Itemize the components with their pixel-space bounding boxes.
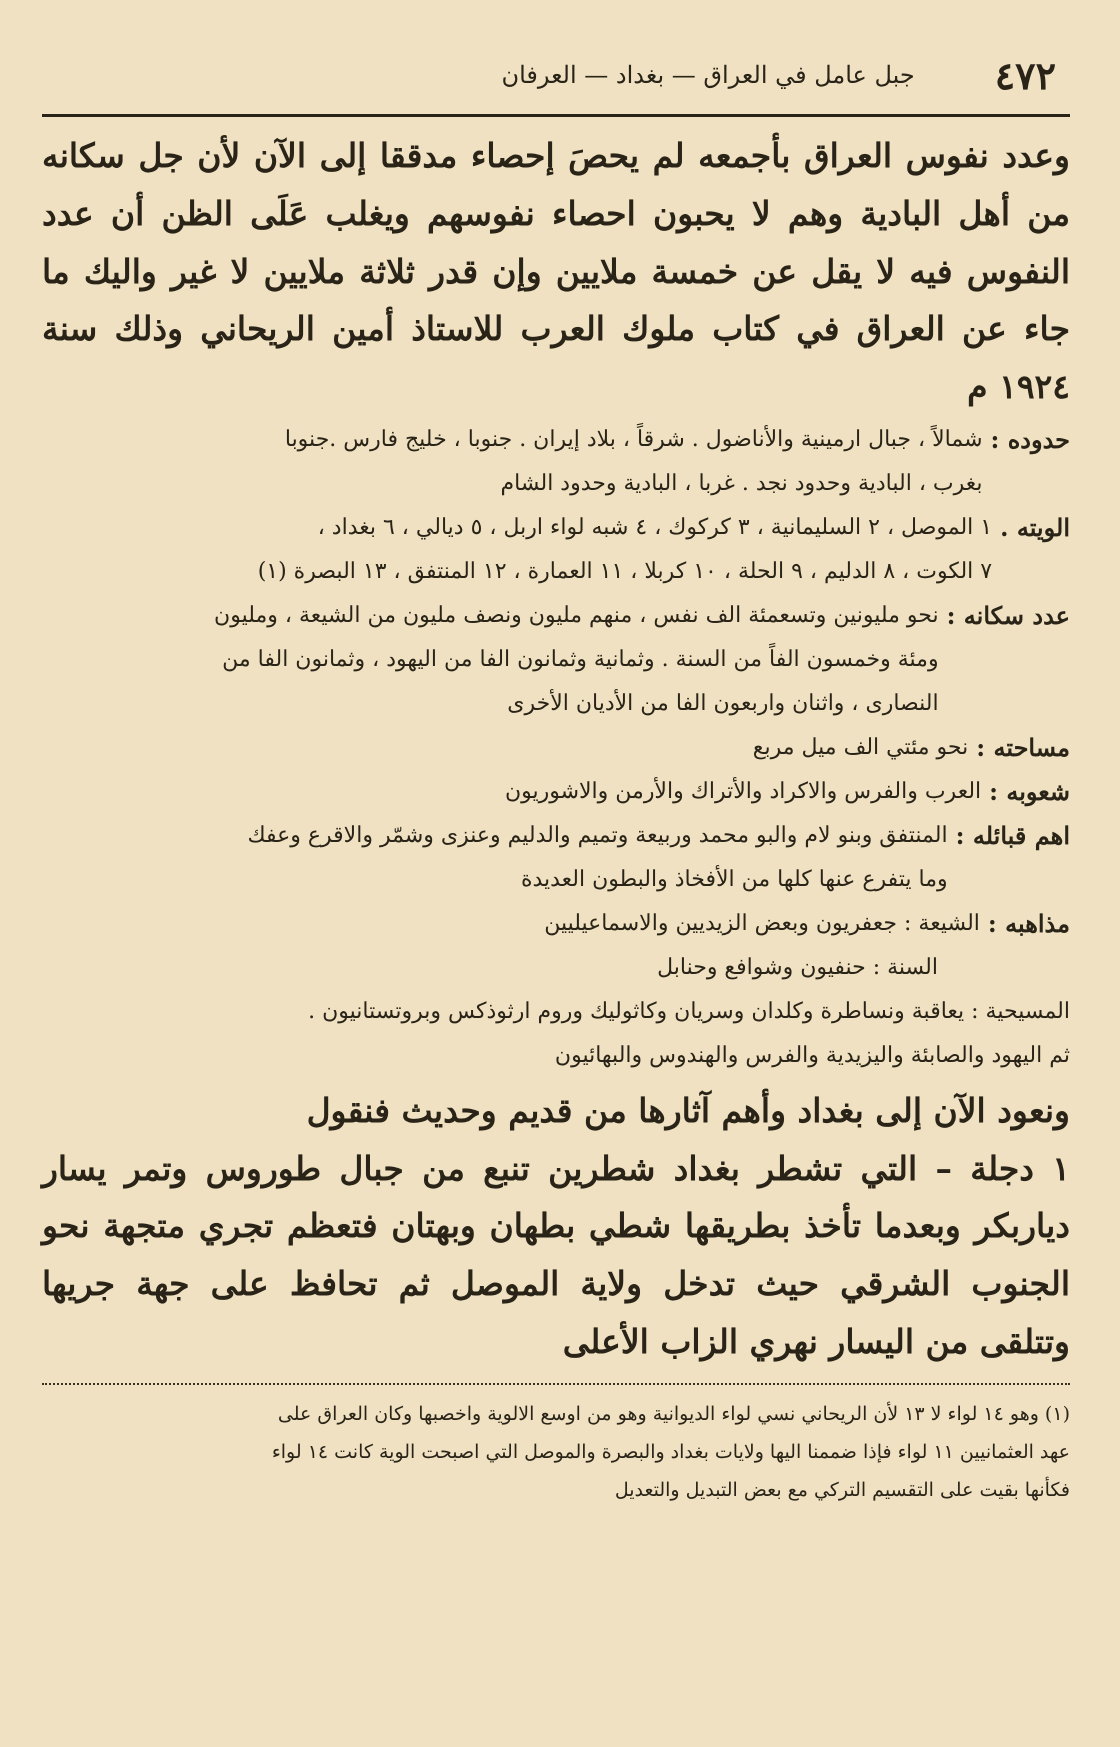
borders-text: [42, 418, 983, 506]
area-label: مساحته :: [976, 732, 1070, 762]
tribes-text: [42, 814, 948, 902]
provinces-label: الويته .: [1000, 512, 1070, 542]
peoples-line: العرب والفرس والاكراد والأتراك والأرمن والاشوريون: [504, 778, 982, 804]
borders-line: شمالاً ، جبال ارمينية والأناضول . شرقاً ، بلاد إيران . جنوبا ، خليج فارس .جنوبا: [284, 426, 983, 452]
population-line: النصارى ، واثنان واربعون الفا من الأديان الأخرى: [507, 690, 939, 716]
sects-text: [42, 902, 980, 946]
sect-sunni: السنة : حنفيون وشوافع وحنابل: [657, 954, 938, 980]
provinces-line: ٧ الكوت ، ٨ الدليم ، ٩ الحلة ، ١٠ كربلا ، ١١ العمارة ، ١٢ المنتفق ، ١٣ البصرة (١): [257, 558, 993, 584]
tigris-paragraph: ١ دجلة – التي تشطر بغداد شطرين تنبع من جبال طوروس وتمر يسار دياربكر وبعدما تأخذ بطريقها شطي بطهان وبهتان فتعظم تجري متجهة نحو الجنوب الشرقي حيث تدخل ولاية الموصل ثم تحافظ على جهة جريها وتتلقى من اليسار نهري الزاب الأعلى: [42, 1148, 1070, 1361]
population-line: ومئة وخمسون الفاً من السنة . وثمانية وثمانون الفا من اليهود ، وثمانون الفا من: [222, 646, 939, 672]
entry-tribes: [42, 814, 1070, 902]
provinces-line: ١ الموصل ، ٢ السليمانية ، ٣ كركوك ، ٤ شبه لواء اربل ، ٥ ديالي ، ٦ بغداد ،: [317, 514, 993, 540]
page-body: [42, 127, 1070, 1509]
footnote-separator: [42, 1383, 1070, 1385]
sects-label: مذاهبه :: [987, 908, 1070, 938]
sect-others: ثم اليهود والصابئة واليزيدية والفرس والهندوس والبهائيون: [554, 1042, 1070, 1068]
area-text: [42, 726, 968, 770]
page-number: ٤٧٢: [994, 52, 1056, 98]
sect-shia: الشيعة : جعفريون وبعض الزيديين والاسماعيليين: [544, 910, 980, 936]
footnote-line: عهد العثمانيين ١١ لواء فإذا ضممنا اليها ولايات بغداد والبصرة والموصل التي اصبحت الوية كانت ١٤ لواء: [271, 1440, 1070, 1463]
population-line: نحو مليونين وتسعمئة الف نفس ، منهم مليون ونصف مليون من الشيعة ، ومليون: [214, 602, 939, 628]
entry-peoples: [42, 770, 1070, 814]
borders-line: بغرب ، البادية وحدود نجد . غربا ، البادية وحدود الشام: [500, 470, 983, 496]
footnote: [42, 1395, 1070, 1509]
sect-christian: المسيحية : يعاقبة ونساطرة وكلدان وسريان وكاثوليك وروم ارثوذكس وبروتستانيون .: [308, 998, 1070, 1024]
tribes-label: اهم قبائله :: [955, 820, 1070, 850]
tribes-line: وما يتفرع عنها كلها من الأفخاذ والبطون العديدة: [520, 866, 948, 892]
area-line: نحو مئتي الف ميل مربع: [752, 734, 969, 760]
transition-paragraph: ونعود الآن إلى بغداد وأهم آثارها من قديم وحديث فنقول: [306, 1090, 1070, 1130]
sects-christian-block: [42, 990, 1070, 1078]
population-text: [42, 594, 939, 726]
iraq-facts: [42, 418, 1070, 1078]
entry-population: [42, 594, 1070, 726]
intro-paragraph: وعدد نفوس العراق بأجمعه لم يحصَ إحصاء مدققا إلى الآن لأن جل سكانه من أهل البادية وهم لا يحبون احصاء نفوسهم ويغلب عَلَى الظن أن عدد النفوس فيه لا يقل عن خمسة ملايين وإن قدر ثلاثة ملايين لا غير واليك ما جاء عن العراق في كتاب ملوك العرب للاستاذ أمين الريحاني وذلك سنة ١٩٢٤ م: [42, 136, 1070, 406]
provinces-text: [42, 506, 992, 594]
borders-label: حدوده :: [990, 424, 1070, 454]
running-title: جبل عامل في العراق — بغداد — العرفان: [501, 61, 915, 89]
header-rule: [42, 114, 1070, 117]
population-label: عدد سكانه :: [946, 600, 1070, 630]
peoples-text: [42, 770, 981, 814]
peoples-label: شعوبه :: [989, 776, 1070, 806]
entry-area: [42, 726, 1070, 770]
entry-provinces: [42, 506, 1070, 594]
footnote-line: (١) وهو ١٤ لواء لا ١٣ لأن الريحاني نسي لواء الديوانية وهو من اوسع الالوية واخصبها وكان العراق على: [277, 1402, 1070, 1425]
entry-borders: [42, 418, 1070, 506]
entry-sects: [42, 902, 1070, 946]
sects-continued: [42, 946, 1070, 990]
footnote-line: فكأنها بقيت على التقسيم التركي مع بعض التبديل والتعديل: [614, 1478, 1070, 1501]
tribes-line: المنتفق وبنو لام والبو محمد وربيعة وتميم والدليم وعنزى وشمّر والاقرع وعفك: [247, 822, 948, 848]
page-header: [42, 40, 1070, 110]
